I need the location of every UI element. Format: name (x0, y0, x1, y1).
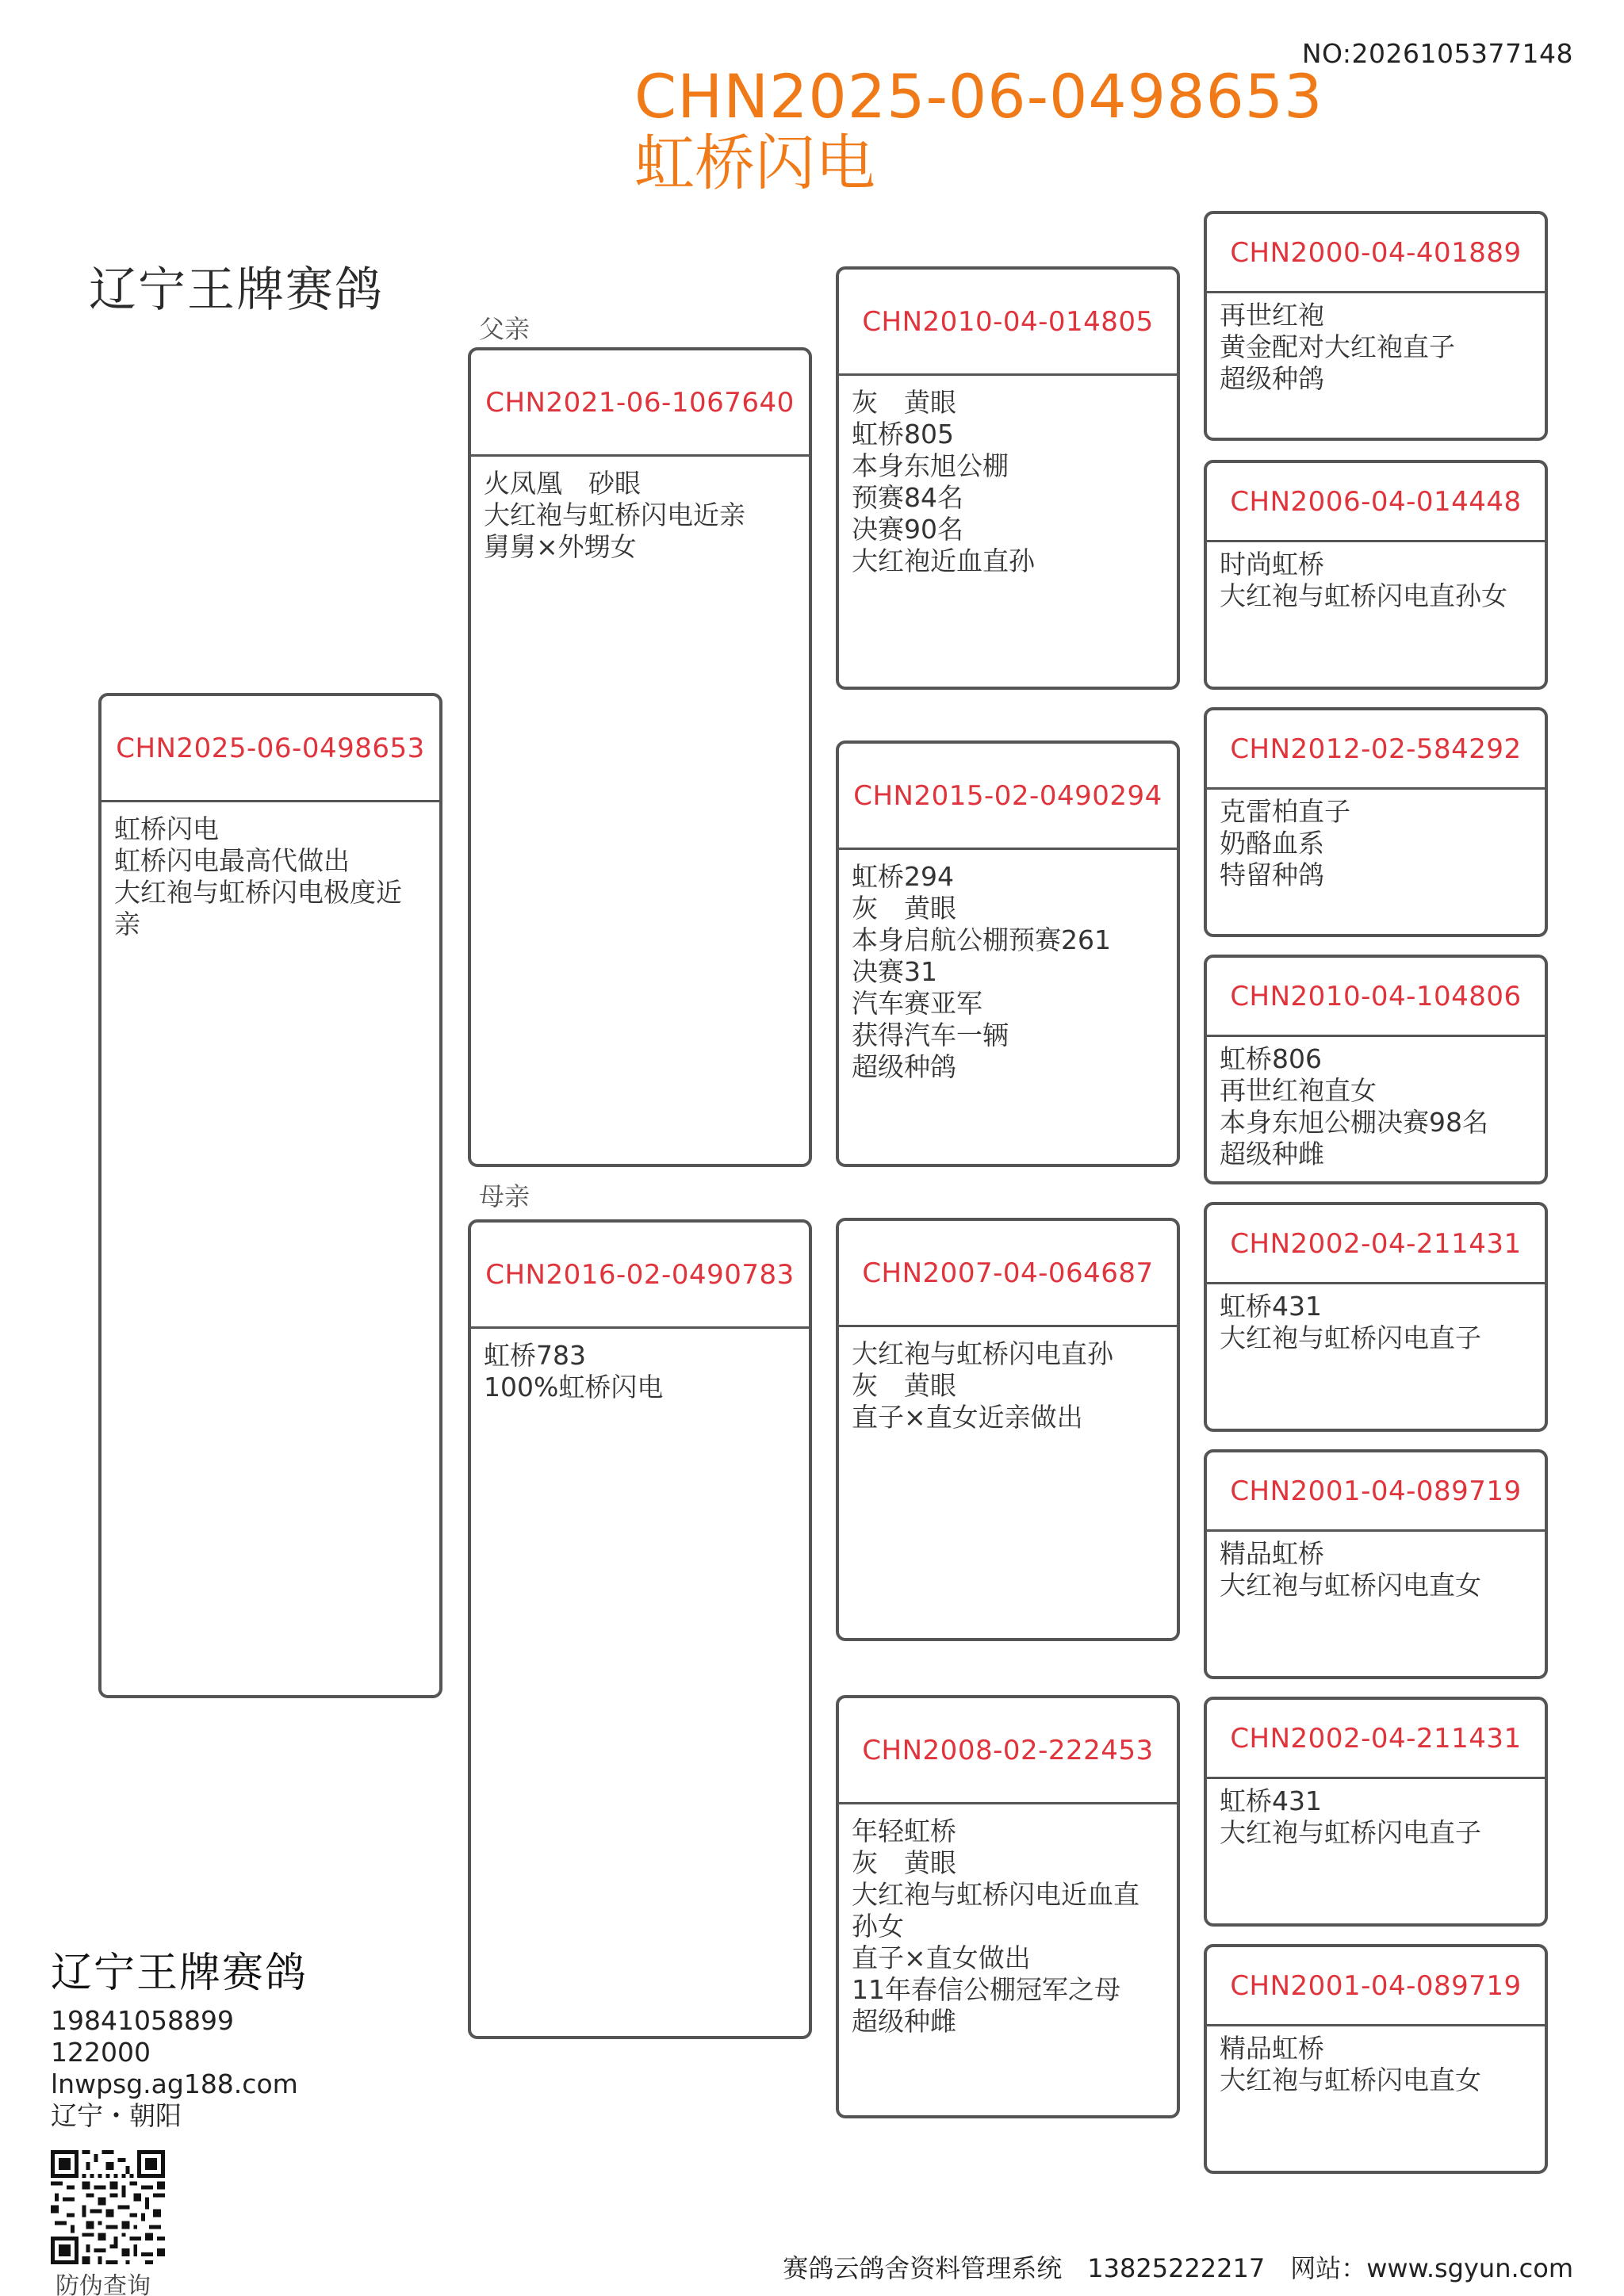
note-line: 时尚虹桥 (1220, 549, 1324, 580)
grandparent-notes (839, 1327, 1177, 1433)
great-grandparent-ring: CHN2012-02-584292 (1207, 710, 1545, 790)
note-line: 汽车赛亚军 (852, 988, 982, 1019)
note-line: 虹桥431 (1220, 1291, 1322, 1322)
mother-card (468, 1219, 812, 2039)
great-grandparent-card (1204, 1449, 1548, 1679)
note-line: 大红袍与虹桥闪电直子 (1220, 1817, 1481, 1848)
great-grandparent-ring: CHN2010-04-104806 (1207, 958, 1545, 1037)
paternal-grandmother-card (836, 740, 1180, 1167)
grandparent-notes (839, 376, 1177, 577)
note-line: 克雷柏直子 (1220, 796, 1350, 827)
contact-website: lnwpsg.ag188.com (51, 2068, 298, 2099)
note-line: 11年春信公棚冠军之母 (852, 1974, 1120, 2005)
note-line: 超级种鸽 (1220, 363, 1324, 394)
grandparent-ring: CHN2007-04-064687 (839, 1221, 1177, 1327)
paternal-grandfather-card (836, 266, 1180, 690)
system-footer: 赛鸽云鸽舍资料管理系统 13825222217 网站：www.sgyun.com (783, 2253, 1573, 2283)
great-grandparent-ring: CHN2002-04-211431 (1207, 1700, 1545, 1779)
great-grandparent-notes (1207, 1284, 1545, 1354)
note-line: 大红袍与虹桥闪电直孙 (852, 1338, 1113, 1369)
father-card (468, 347, 812, 1167)
great-grandparent-notes (1207, 542, 1545, 612)
note-line: 虹桥805 (852, 419, 954, 450)
note-line: 直子×直女近亲做出 (852, 1402, 1083, 1433)
note-line: 预赛84名 (852, 482, 963, 513)
note-line: 大红袍与虹桥闪电直孙女 (1220, 580, 1507, 611)
great-grandparent-ring: CHN2001-04-089719 (1207, 1947, 1545, 2026)
grandparent-ring: CHN2015-02-0490294 (839, 744, 1177, 850)
note-line: 虹桥806 (1220, 1043, 1322, 1074)
note-line: 直子×直女做出 (852, 1942, 1031, 1973)
great-grandparent-card (1204, 460, 1548, 690)
father-notes (471, 457, 809, 563)
contact-loft-name: 辽宁王牌赛鸽 (51, 1950, 308, 1997)
note-line: 灰 黄眼 (852, 1847, 956, 1878)
note-line: 虹桥431 (1220, 1785, 1322, 1816)
note-line: 黄金配对大红袍直子 (1220, 331, 1455, 362)
great-grandparent-notes (1207, 2026, 1545, 2096)
father-ring: CHN2021-06-1067640 (471, 350, 809, 457)
note-line: 虹桥294 (852, 861, 954, 892)
note-line: 大红袍与虹桥闪电极度近 (114, 877, 402, 908)
title-pigeon-name: 虹桥闪电 (634, 128, 875, 198)
note-line: 精品虹桥 (1220, 1538, 1324, 1569)
note-line: 大红袍近血直孙 (852, 545, 1035, 576)
note-line: 超级种雌 (852, 2006, 956, 2037)
note-line: 年轻虹桥 (852, 1816, 956, 1846)
note-line: 灰 黄眼 (852, 893, 956, 924)
subject-notes (102, 802, 439, 940)
loft-name: 辽宁王牌赛鸽 (89, 262, 384, 318)
great-grandparent-card (1204, 1202, 1548, 1432)
great-grandparent-ring: CHN2006-04-014448 (1207, 463, 1545, 542)
subject-ring: CHN2025-06-0498653 (102, 696, 439, 802)
great-grandparent-ring: CHN2001-04-089719 (1207, 1452, 1545, 1532)
note-line: 超级种鸽 (852, 1051, 956, 1082)
document-number: NO:2026105377148 (1301, 38, 1573, 69)
title-ring-number: CHN2025-06-0498653 (634, 61, 1323, 132)
note-line: 本身东旭公棚 (852, 450, 1009, 481)
note-line: 亲 (114, 909, 140, 939)
great-grandparent-card (1204, 1697, 1548, 1927)
qr-caption: 防伪查询 (56, 2272, 151, 2296)
mother-label: 母亲 (479, 1181, 530, 1211)
contact-block (51, 1939, 308, 2132)
qr-code-icon[interactable] (51, 2150, 165, 2264)
mother-notes (471, 1329, 809, 1403)
note-line: 大红袍与虹桥闪电直子 (1220, 1322, 1481, 1353)
note-line: 再世红袍 (1220, 300, 1324, 331)
great-grandparent-notes (1207, 790, 1545, 891)
subject-card (98, 693, 442, 1698)
maternal-grandfather-card (836, 1218, 1180, 1641)
grandparent-ring: CHN2008-02-222453 (839, 1698, 1177, 1804)
great-grandparent-card (1204, 211, 1548, 441)
mother-ring: CHN2016-02-0490783 (471, 1223, 809, 1329)
great-grandparent-ring: CHN2002-04-211431 (1207, 1205, 1545, 1284)
note-line: 舅舅×外甥女 (484, 531, 637, 562)
note-line: 特留种鸽 (1220, 859, 1324, 890)
note-line: 精品虹桥 (1220, 2033, 1324, 2064)
note-line: 孙女 (852, 1911, 904, 1942)
note-line: 虹桥783 (484, 1340, 586, 1371)
grandparent-notes (839, 850, 1177, 1083)
note-line: 决赛31 (852, 956, 937, 987)
note-line: 虹桥闪电最高代做出 (114, 845, 350, 876)
note-line: 奶酪血系 (1220, 828, 1324, 859)
great-grandparent-notes (1207, 1532, 1545, 1601)
note-line: 大红袍与虹桥闪电直女 (1220, 2064, 1481, 2095)
note-line: 大红袍与虹桥闪电近亲 (484, 499, 745, 530)
note-line: 虹桥闪电 (114, 813, 219, 844)
great-grandparent-card (1204, 707, 1548, 937)
great-grandparent-card (1204, 1944, 1548, 2174)
note-line: 灰 黄眼 (852, 1370, 956, 1401)
note-line: 获得汽车一辆 (852, 1020, 1009, 1050)
note-line: 再世红袍直女 (1220, 1075, 1377, 1106)
contact-postcode: 122000 (51, 2037, 151, 2068)
father-label: 父亲 (479, 314, 530, 344)
note-line: 决赛90名 (852, 514, 963, 545)
note-line: 超级种雌 (1220, 1138, 1324, 1169)
great-grandparent-notes (1207, 1037, 1545, 1170)
grandparent-ring: CHN2010-04-014805 (839, 270, 1177, 376)
note-line: 火凤凰 砂眼 (484, 468, 641, 499)
maternal-grandmother-card (836, 1695, 1180, 2118)
grandparent-notes (839, 1804, 1177, 2038)
note-line: 本身启航公棚预赛261 (852, 924, 1111, 955)
note-line: 灰 黄眼 (852, 387, 956, 418)
note-line: 本身东旭公棚决赛98名 (1220, 1107, 1488, 1138)
great-grandparent-ring: CHN2000-04-401889 (1207, 214, 1545, 293)
note-line: 大红袍与虹桥闪电近血直 (852, 1879, 1139, 1910)
note-line: 100%虹桥闪电 (484, 1372, 664, 1402)
contact-location: 辽宁・朝阳 (51, 2100, 182, 2131)
great-grandparent-notes (1207, 293, 1545, 395)
great-grandparent-card (1204, 955, 1548, 1184)
great-grandparent-notes (1207, 1779, 1545, 1849)
note-line: 大红袍与虹桥闪电直女 (1220, 1570, 1481, 1601)
contact-phone: 19841058899 (51, 2005, 234, 2036)
